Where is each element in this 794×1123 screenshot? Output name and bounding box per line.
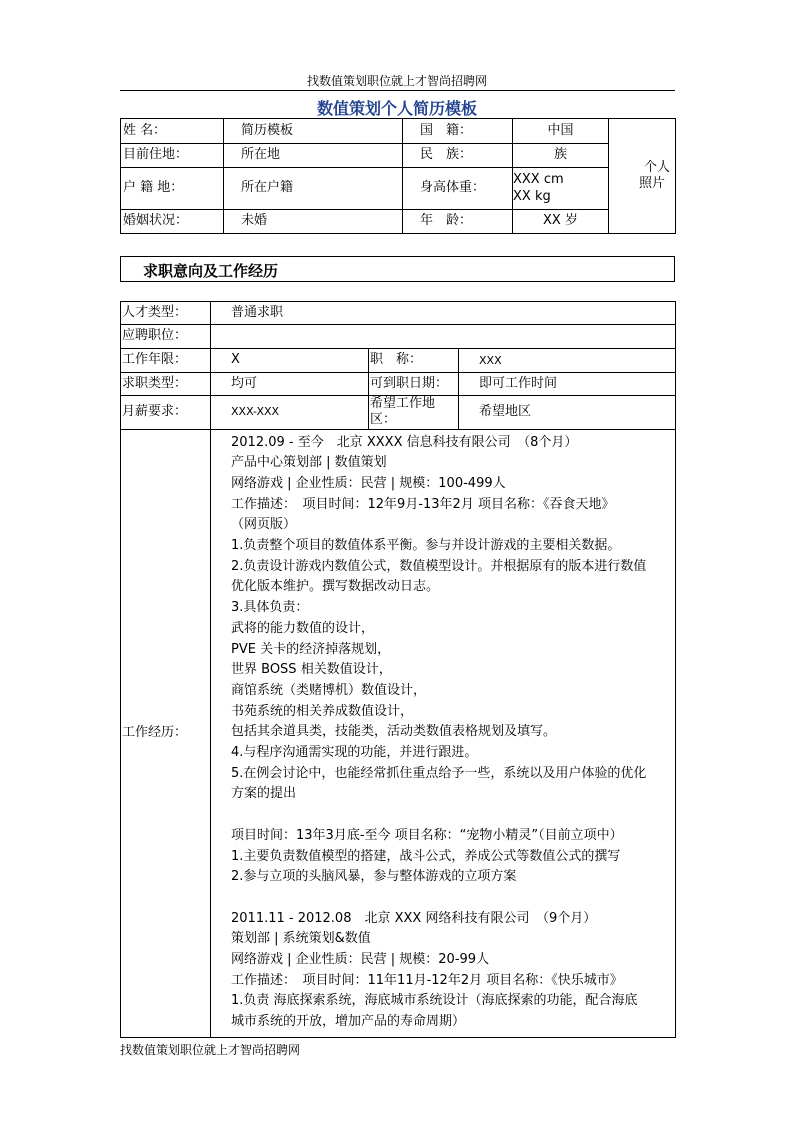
page-footer: 找数值策划职位就上才智尚招聘网 [120,1043,301,1057]
hukou-value: 所在户籍 [224,168,403,210]
talent-type-value: 普通求职 [211,302,676,325]
residence-value: 所在地 [224,144,403,168]
document-title: 数值策划个人简历模板 [316,99,477,118]
marital-label: 婚姻状况： [121,210,224,234]
experience-line: 世界 BOSS 相关数值设计， [231,662,392,678]
section-header [120,256,675,282]
photo-placeholder [609,119,676,234]
height-weight-label: 身高体重： [403,168,513,210]
section-title: 求职意向及工作经历 [143,262,279,280]
job-type-label: 求职类型： [121,373,211,396]
name-value: 简历模板 [224,119,403,144]
experience-line: 工作描述： 项目时间：11年11月-12年2月 项目名称：《快乐城市》 [231,972,623,988]
age-value: XX 岁 [513,210,609,234]
name-label: 姓 名： [121,119,224,144]
age-label: 年 龄： [403,210,513,234]
ethnicity-label: 民 族： [403,144,513,168]
region-label: 希望工作地区： [369,396,459,430]
height-value: XXX cm [513,172,564,188]
job-intent-table [120,301,676,1038]
experience-line: 2012.09 - 至今 北京 XXXX 信息科技有限公司 （8个月） [231,434,578,450]
experience-line: PVE 关卡的经济掉落规划， [231,641,391,657]
photo-line-2: 照片 [638,176,665,191]
experience-line: 策划部 | 系统策划&数值 [231,931,371,947]
residence-label: 目前住地： [121,144,224,168]
experience-line: 产品中心策划部 | 数值策划 [231,455,387,471]
nationality-value: 中国 [513,119,609,144]
experience-line: 1.负责整个项目的数值体系平衡。参与并设计游戏的主要相关数据。 [231,538,621,554]
experience-line: 方案的提出 [231,786,297,802]
experience-line: 5.在例会讨论中，也能经常抓住重点给予一些，系统以及用户体验的优化 [231,765,647,781]
experience-line: 网络游戏 | 企业性质：民营 | 规模：20-99人 [231,952,490,968]
experience-line: 1.负责 海底探索系统，海底城市系统设计（海底探索的功能，配合海底 [231,993,638,1009]
page-header: 找数值策划职位就上才智尚招聘网 [306,74,487,88]
job-type-value: 均可 [211,373,369,396]
experience-line: 3.具体负责： [231,600,309,616]
experience-line: 优化版本维护。撰写数据改动日志。 [231,579,440,595]
basic-info-table [120,118,676,234]
experience-line [231,888,673,909]
experience-line: 工作描述： 项目时间：12年9月-13年2月 项目名称：《吞食天地》 [231,496,615,512]
nationality-label: 国 籍： [403,119,513,144]
hukou-label: 户 籍 地： [121,168,224,210]
position-value [211,325,676,349]
marital-value: 未婚 [224,210,403,234]
experience-line: 2.负责设计游戏内数值公式，数值模型设计。并根据原有的版本进行数值 [231,558,647,574]
experience-line: 网络游戏 | 企业性质：民营 | 规模：100-499人 [231,475,506,491]
experience-label: 工作经历： [121,429,211,1037]
experience-line: 武将的能力数值的设计， [231,620,375,636]
experience-line: 包括其余道具类，技能类，活动类数值表格规划及填写。 [231,724,557,740]
experience-line [231,805,673,826]
height-weight-value [513,168,609,210]
available-date-value: 即可工作时间 [459,373,676,396]
years-label: 工作年限： [121,349,211,373]
weight-value: XX kg [513,188,551,204]
experience-line: 城市系统的开放，增加产品的寿命周期） [231,1014,466,1030]
photo-line-1: 个人 [643,159,670,175]
region-value: 希望地区 [459,396,676,430]
experience-line: 2011.11 - 2012.08 北京 XXX 网络科技有限公司 （9个月） [231,910,597,926]
job-title-label: 职 称： [369,349,459,373]
available-date-label: 可到职日期： [369,373,459,396]
experience-line: 1.主要负责数值模型的搭建，战斗公式，养成公式等数值公式的撰写 [231,848,621,864]
experience-line: 项目时间：13年3月底-至今 项目名称：“宠物小精灵”（目前立项中） [231,827,623,843]
experience-line: 商馆系统（类赌博机）数值设计， [231,682,427,698]
experience-line: （网页版） [231,517,297,533]
experience-line: 4.与程序沟通需实现的功能，并进行跟进。 [231,745,478,761]
ethnicity-value: 族 [513,144,609,168]
salary-label: 月薪要求： [121,396,211,430]
experience-body [211,429,676,1037]
job-title-value: XXX [459,349,676,373]
position-label: 应聘职位： [121,325,211,349]
salary-value: XXX-XXX [211,396,369,430]
experience-line: 书苑系统的相关养成数值设计， [231,703,414,719]
experience-line: 2.参与立项的头脑风暴，参与整体游戏的立项方案 [231,869,517,885]
years-value: X [211,349,369,373]
talent-type-label: 人才类型： [121,302,211,325]
header-divider [120,90,675,91]
experience-lines [231,433,673,1033]
